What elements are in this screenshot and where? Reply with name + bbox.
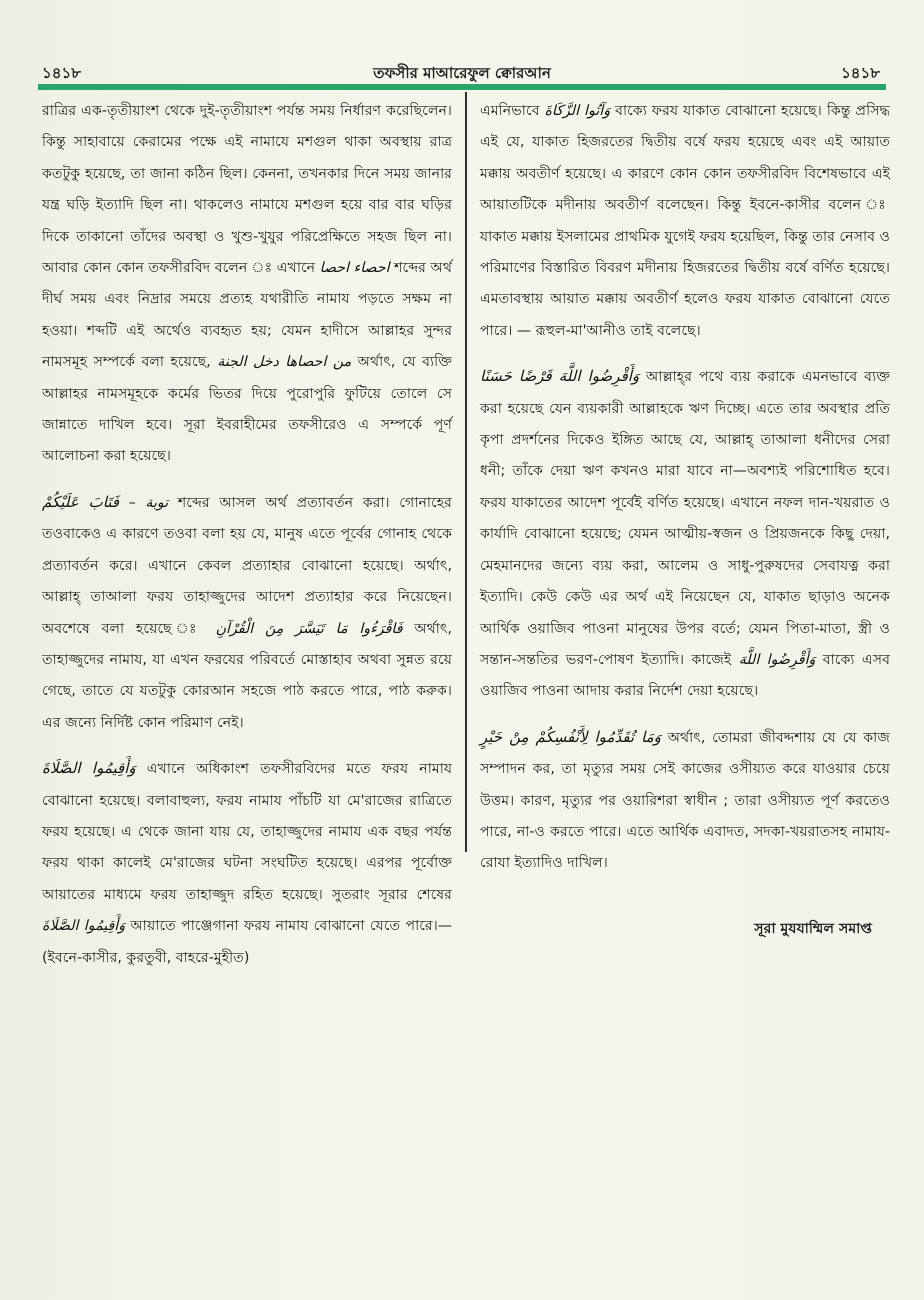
dash: – [119, 494, 146, 511]
text-run: বাক্যে এসব ওয়াজিব পাওনা আদায় করার নির্দেশ দেয়া হয়েছে। [480, 651, 890, 700]
arabic-verse: فَتَابَ عَلَيْكُمْ [42, 492, 119, 511]
page-number-left: ১৪১৮ [42, 64, 81, 82]
paragraph [480, 722, 890, 880]
arabic-verse: وَأَقِيمُوا الصَّلَاةَ [42, 759, 136, 778]
text-run: রাত্রির এক-তৃতীয়াংশ থেকে দুই-তৃতীয়াংশ পর্যন্ত সময় নির্ধারণ করেছিলেন। কিন্তু সাহাবায়ে কেরামের পক্ষে এই নামাযে মশগুল থাকা অবস্থায় রাত্র কতটুকু হয়েছে, তা জানা কঠিন ছিল। কেননা, তখনকার দিনে সময় জানার যন্ত্র ঘড়ি ইত্যাদি ছিল না। থাকলেও নামাযে মশগুল হয়ে বার বার ঘড়ির দিকে তাকানো তাঁদের অবস্থা ও খুশু-খুযুর পরিপ্রেক্ষিতে সহজ ছিল না। আবার কোন কোন তফসীরবিদ বলেন ঃ এখানে [42, 103, 452, 277]
paragraph [42, 96, 452, 473]
arabic-verse: وَمَا تُقَدِّمُوا لِأَنْفُسِكُمْ مِنْ خَيْرٍ [480, 727, 661, 746]
text-run: এমনিভাবে [480, 103, 540, 119]
text-run: আল্লাহ্‌র পথে ব্যয় করাকে এমনভাবে ব্যক্ত করা হয়েছে যেন ব্যয়কারী আল্লাহকে ঋণ দিচ্ছে। এতে তার অবস্থার প্রতি কৃপা প্রদর্শনের দিকেও ইঙ্গিত আছে যে, আল্লাহ্ তাআলা ধনীদের সেরা ধনী; তাঁকে দেয়া ঋণ কখনও মারা যাবে না—অবশ্যই পরিশোধিত হবে। ফরয যাকাতের আদেশ পূর্বেই বর্ণিত হয়েছে। এখানে নফল দান-খয়রাত ও কার্যাদি বোঝানো হয়েছে; যেমন আত্মীয়-স্বজন ও প্রিয়জনকে কিছু দেয়া, মেহমানদের জন্যে ব্যয় করা, আলেম ও সাধু-পুরুষদের সেবাযত্ন করা ইত্যাদি। কেউ কেউ এর অর্থ এই নিয়েছেন যে, যাকাত ছাড়াও অনেক আর্থিক ওয়াজিব পাওনা মানুষের উপর বর্তে; যেমন পিতা-মাতা, স্ত্রী ও সন্তান-সন্ততির ভরণ-পোষণ ইত্যাদি। কাজেই [480, 369, 890, 668]
column-divider [465, 92, 467, 852]
paragraph [480, 361, 890, 707]
paragraph [42, 487, 452, 739]
running-title: তফসীর মাআরেফুল ক্বোরআন [373, 64, 551, 82]
text-run: আয়াতে পাঞ্জেগানা ফরয নামায বোঝানো যেতে পারে।—(ইবনে-কাসীর, কুরতুবী, বাহরে-মুহীত) [42, 918, 452, 966]
text-run: অর্থাৎ, তাহাজ্জুদের নামায, যা এখন ফরযের পরিবর্তে মোস্তাহাব অথবা সুন্নত রয়ে গেছে, তাতে যে যতটুকু কোরআন সহজে পাঠ করতে পারে, পাঠ করুক। এর জন্যে নির্দিষ্ট কোন পরিমাণ নেই। [42, 620, 452, 731]
paragraph [42, 753, 452, 974]
right-column [480, 96, 890, 945]
page-number-right: ১৪১৮ [841, 64, 880, 82]
arabic-term: توبة [145, 494, 169, 511]
text-run: অর্থাৎ, তোমরা জীবদ্দশায় যে যে কাজ সম্পাদন কর, তা মৃত্যুর সময় সেই কাজের ওসীয়্যত করে যাওয়ার চেয়ে উত্তম। কারণ, মৃত্যুর পর ওয়ারিশরা স্বাধীন ; তারা ওসীয়্যত পূর্ণ করতেও পারে, না-ও করতে পারে। এতে আর্থিক এবাদত, সদকা-খয়রাতসহ নামায-রোযা ইত্যাদিও দাখিল। [480, 729, 890, 872]
arabic-verse: وَآتُوا الزَّكَاةَ [544, 103, 611, 119]
arabic-verse: وَأَقْرِضُوا اللَّهَ قَرْضًا حَسَنًا [480, 367, 640, 386]
left-column [42, 96, 452, 974]
text-run: শব্দের অর্থ দীর্ঘ সময় এবং নিদ্রার সময়ে প্রত্যহ যথারীতি নামায পড়তে সক্ষম না হওয়া। শব্দটি এই অর্থেও ব্যবহৃত হয়; যেমন হাদীসে আল্লাহর সুন্দর নামসমূহ সম্পর্কে বলা হয়েছে, [42, 260, 453, 371]
text-run: শব্দের আসল অর্থ প্রত্যাবর্তন করা। গোনাহের তওবাকেও এ কারণে তওবা বলা হয় যে, মানুষ এতে পূর্বের গোনাহ থেকে প্রত্যাবর্তন করে। এখানে কেবল প্রত্যাহার বোঝানো হয়েছে। অর্থাৎ, আল্লাহ্ তাআলা ফরয তাহাজ্জুদের আদেশ প্রত্যাহার করে নিয়েছেন। অবশেষে বলা হয়েছে ঃ [42, 494, 452, 637]
arabic-verse: فَاقْرَءُوا مَا تَيَسَّرَ مِنَ الْقُرْآنِ [215, 620, 403, 637]
arabic-hadith: من احصاها دخل الجنة [217, 354, 352, 371]
arabic-verse: وَأَقِيمُوا الصَّلَاةَ [42, 918, 126, 935]
arabic-verse: وَأَقْرِضُوا اللَّهَ [738, 651, 816, 668]
surah-closing: সূরা মুযযাম্মিল সমাপ্ত [754, 920, 872, 937]
paragraph [480, 96, 890, 347]
header-rule [38, 84, 886, 90]
text-run: বাক্যে ফরয যাকাত বোঝানো হয়েছে। কিন্তু প্রসিদ্ধ এই যে, যাকাত হিজরতের দ্বিতীয় বর্ষে ফরয হয়েছে এবং এই আয়াত মক্কায় অবতীর্ণ হয়েছে। এ কারণে কোন কোন তফসীরবিদ বিশেষভাবে এই আয়াতটিকে মদীনায় অবতীর্ণ বলেছেন। কিন্তু ইবনে-কাসীর বলেন ঃ যাকাত মক্কায় ইসলামের প্রাথমিক যুগেই ফরয হয়েছিল, কিন্তু তার নেসাব ও পরিমাণের বিস্তারিত বিবরণ মদীনায় হিজরতের দ্বিতীয় বর্ষে বর্ণিত হয়েছে। এমতাবস্থায় আয়াত মক্কায় অবতীর্ণ হলেও ফরয যাকাত বোঝানো যেতে পারে। — রূহুল-মা'আনীও তাই বলেছে। [480, 103, 890, 339]
arabic-term: احصاء احصا [319, 260, 390, 277]
text-run: এখানে অধিকাংশ তফসীরবিদের মতে ফরয নামায বোঝানো হয়েছে। বলাবাহুল্য, ফরয নামায পাঁচটি যা মে'রাজের রাত্রিতে ফরয হয়েছে। এ থেকে জানা যায় যে, তাহাজ্জুদের নামায এক বছর পর্যন্ত ফরয থাকা কালেই মে'রাজের ঘটনা সংঘটিত হয়েছে। এরপর পূর্বোক্ত আয়াতের মাধ্যমে ফরয তাহাজ্জুদ রহিত হয়েছে। সুতরাং সূরার শেষের [42, 761, 452, 903]
text-run: অর্থাৎ, যে ব্যক্তি আল্লাহর নামসমূহকে কর্মের ভিতর দিয়ে পুরোপুরি ফুটিয়ে তোলে সে জান্নাতে দাখিল হবে। সূরা ইবরাহীমের তফসীরেও এ সম্পর্কে পূর্ণ আলোচনা করা হয়েছে। [42, 354, 452, 465]
